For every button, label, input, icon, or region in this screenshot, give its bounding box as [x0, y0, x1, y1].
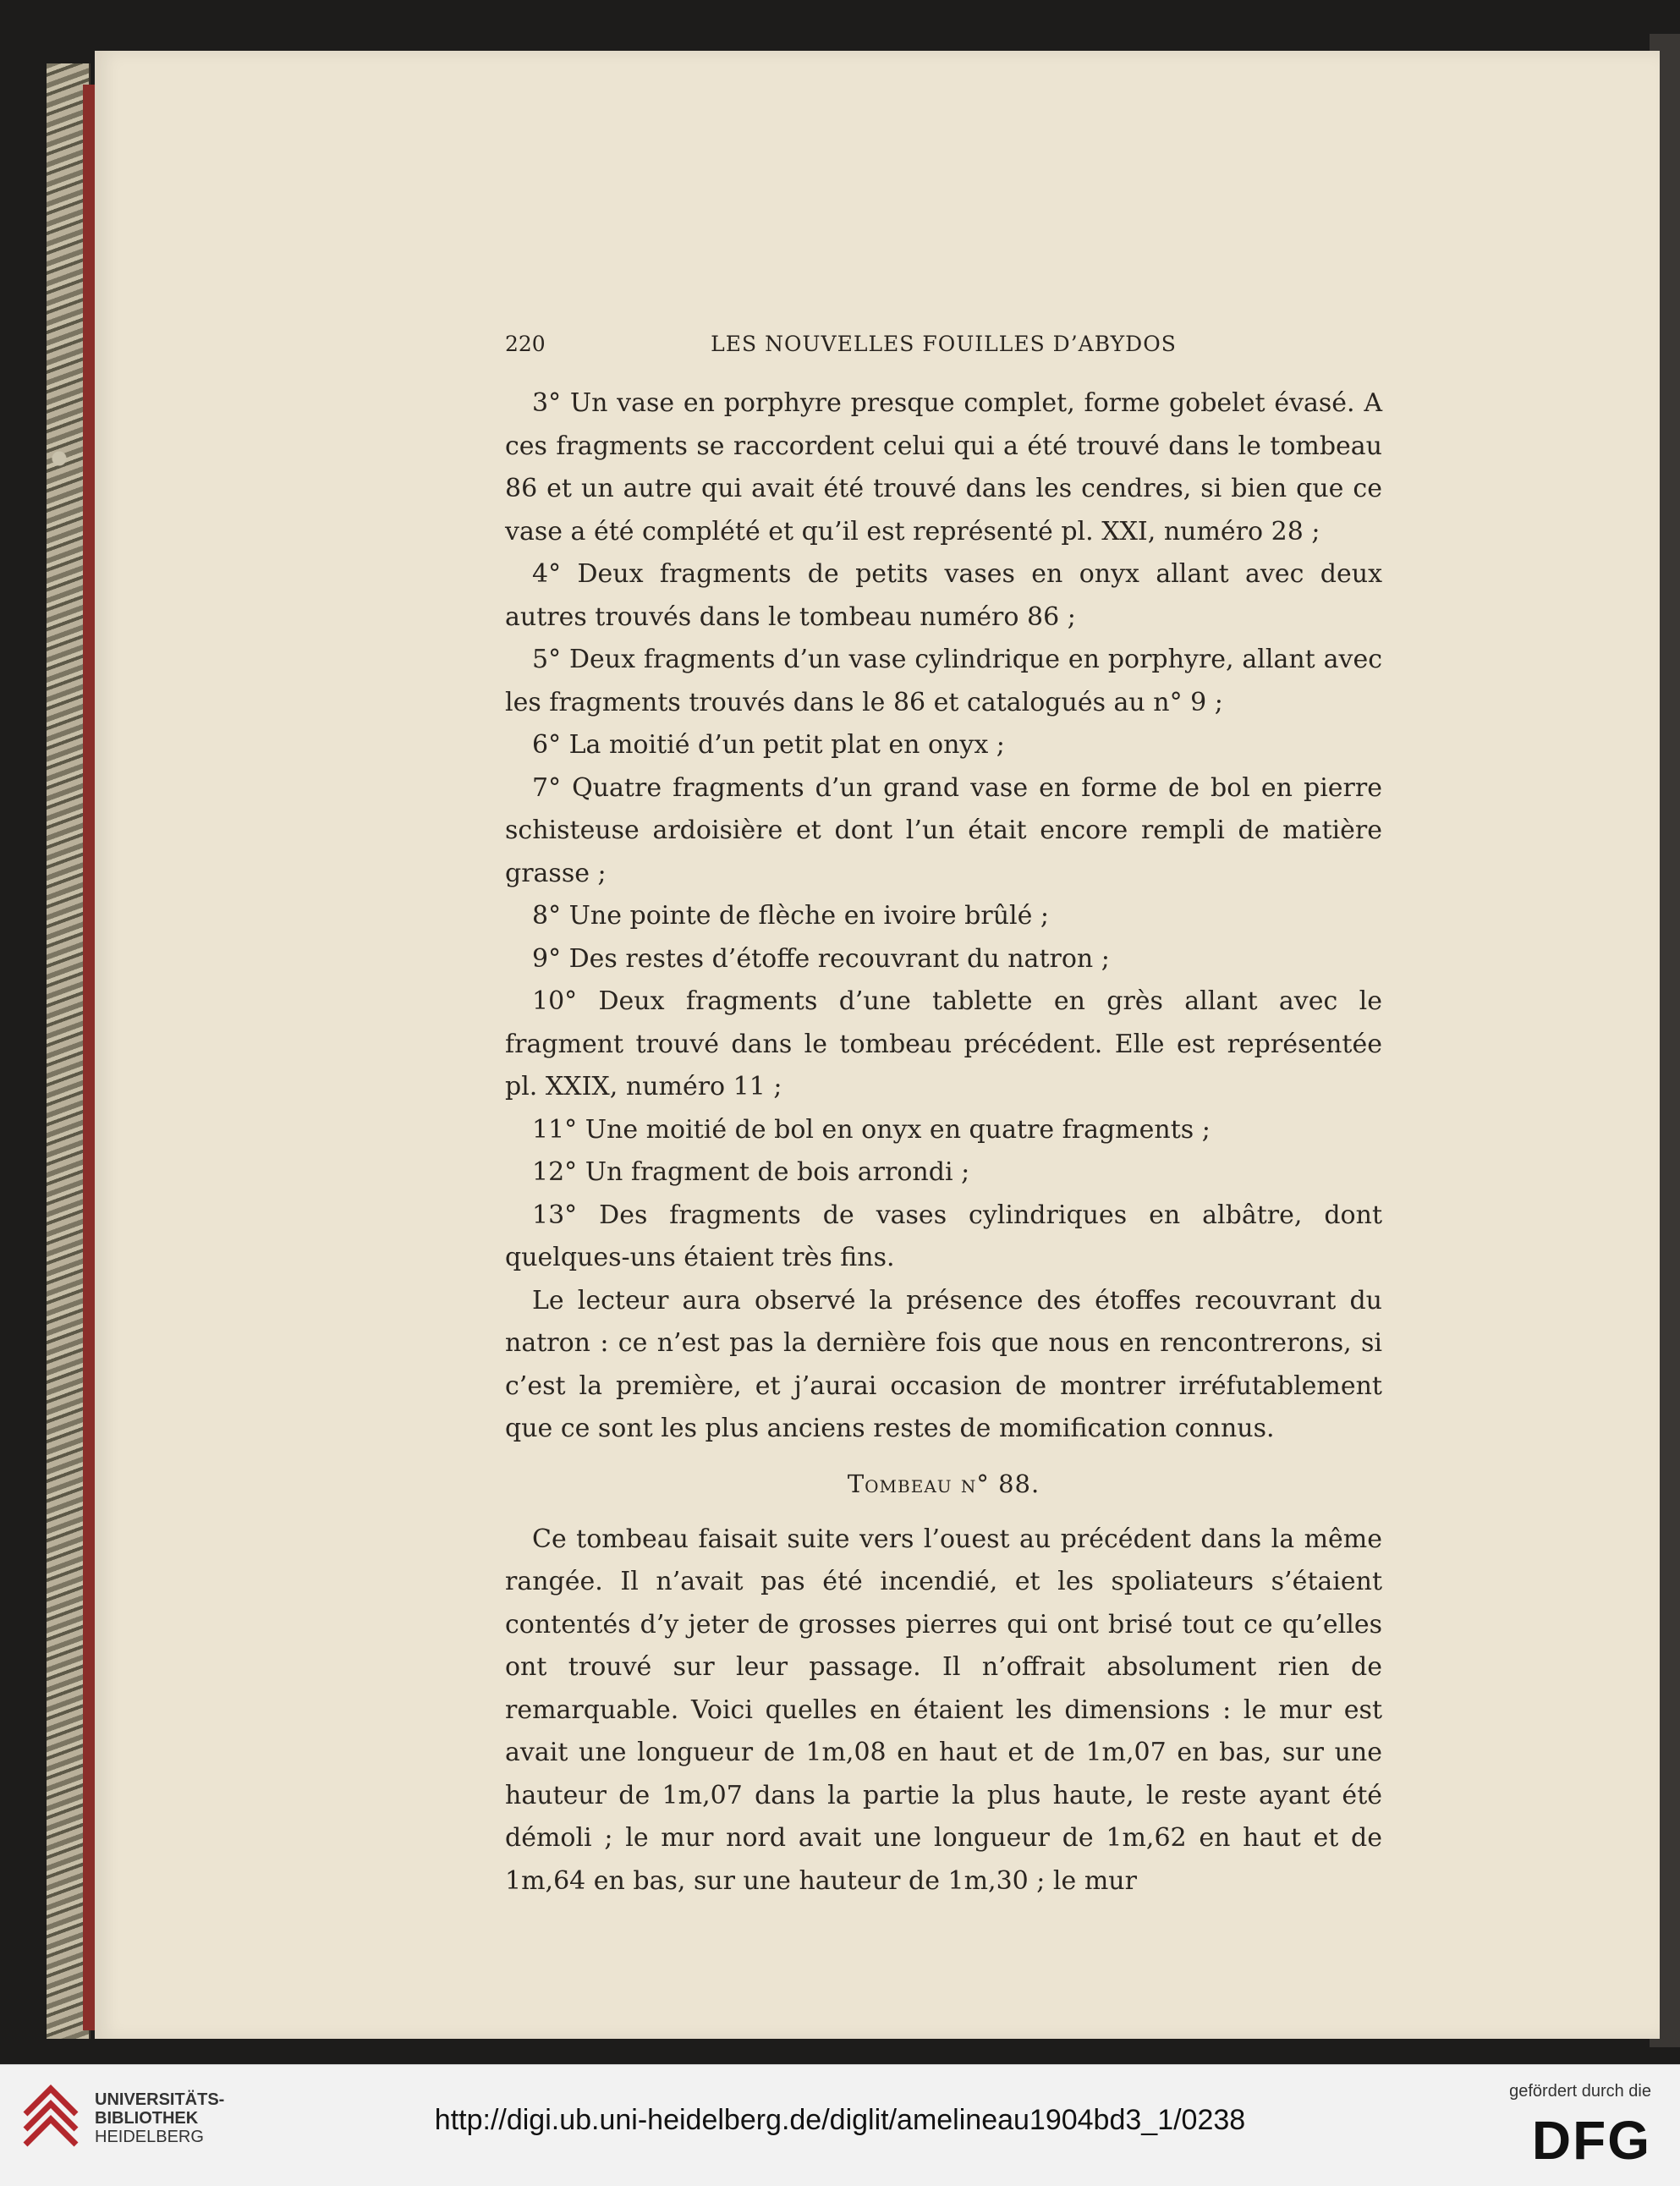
paragraph: 10° Deux fragments d’une tablette en grès allant avec le fragment trouvé dans le tombeau précédent. Elle est représentée pl. XXIX, numéro 11 ;: [505, 986, 1382, 1101]
paragraph: 5° Deux fragments d’un vase cylindrique en porphyre, allant avec les fragments trouvés dans le 86 et catalogués au n° 9 ;: [505, 645, 1382, 717]
library-name-line: UNIVERSITÄTS-: [95, 2090, 225, 2109]
paragraph: 12° Un fragment de bois arrondi ;: [532, 1157, 970, 1187]
page-number: 220: [505, 332, 546, 356]
running-head: [505, 332, 1382, 365]
header-title: LES NOUVELLES FOUILLES D’ABYDOS: [711, 332, 1177, 356]
funder-caption: gefördert durch die: [1509, 2082, 1651, 2101]
library-name-line: BIBLIOTHEK: [95, 2109, 199, 2128]
paragraph: Le lecteur aura observé la présence des étoffes recouvrant du natron : ce n’est pas la dernière fois que nous en rencontrerons, si c’est la première, et j’aurai occasion de montrer irréfutablement que ce sont les plus anciens restes de momification connus.: [505, 1285, 1382, 1443]
paragraph: 3° Un vase en porphyre presque complet, forme gobelet évasé. A ces fragments se raccordent celui qui a été trouvé dans le tombeau 86 et un autre qui avait été trouvé dans les cendres, si bien que ce vase a été complété et qu’il est représenté pl. XXI, numéro 28 ;: [505, 388, 1382, 546]
permalink-url[interactable]: http://digi.ub.uni-heidelberg.de/diglit/amelineau1904bd3_1/0238: [434, 2104, 1246, 2136]
paragraph: 11° Une moitié de bol en onyx en quatre fragments ;: [532, 1114, 1211, 1145]
page-text-block: [505, 332, 1382, 1903]
paragraph: 6° La moitié d’un petit plat en onyx ;: [532, 730, 1005, 760]
viewer-footer: [0, 2064, 1680, 2186]
library-name-line: HEIDELBERG: [95, 2128, 204, 2146]
section-paragraph: Ce tombeau faisait suite vers l’ouest au précédent dans la même rangée. Il n’avait pas été incendié, et les spoliateurs s’étaient contentés d’y jeter de grosses pierres qui ont brisé tout ce qu’elles ont trouvé sur leur passage. Il n’offrait absolument rien de remarquable. Voici quelles en étaient les dimensions : le mur est avait une longueur de 1m,08 en haut et de 1m,07 en bas, sur une hauteur de 1m,07 dans la partie la plus haute, le reste ayant été démoli ; le mur nord avait une longueur de 1m,62 en haut et de 1m,64 en bas, sur une hauteur de 1m,30 ; le mur: [505, 1524, 1382, 1896]
paragraph: 4° Deux fragments de petits vases en onyx allant avec deux autres trouvés dans le tombeau numéro 86 ;: [505, 559, 1382, 632]
paragraph: 13° Des fragments de vases cylindriques en albâtre, dont quelques-uns étaient très fins.: [505, 1200, 1382, 1272]
book-spine-edge: [83, 85, 95, 2030]
dfg-logo-icon: DFG: [1531, 2110, 1651, 2171]
section-heading: Tombeau n° 88.: [847, 1469, 1040, 1498]
paragraph: 8° Une pointe de flèche en ivoire brûlé ;: [532, 901, 1050, 931]
paragraph: 9° Des restes d’étoffe recouvrant du natron ;: [532, 943, 1110, 974]
paragraph: 7° Quatre fragments d’un grand vase en forme de bol en pierre schisteuse ardoisière et dont l’un était encore rempli de matière grasse ;: [505, 772, 1382, 888]
